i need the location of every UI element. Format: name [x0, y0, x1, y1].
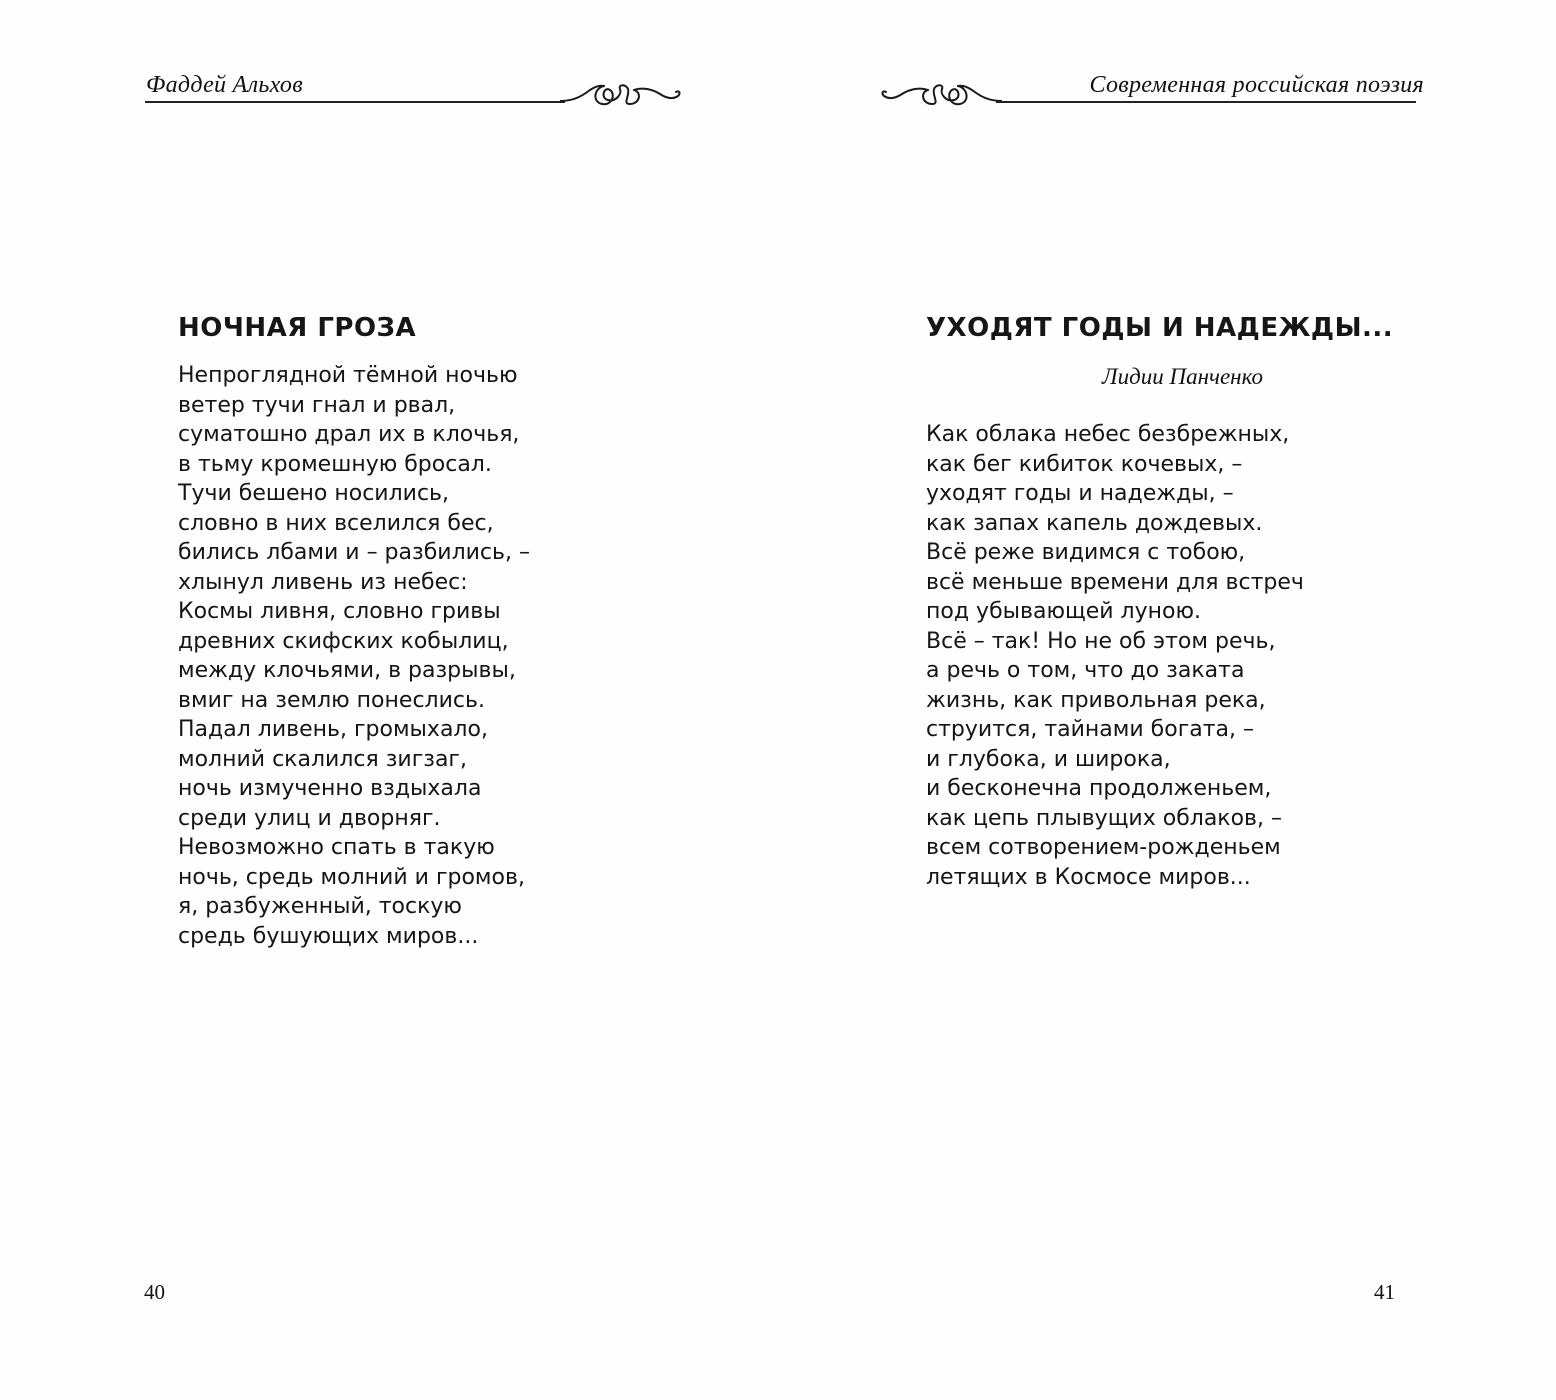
poem-line: Тучи бешено носились,: [178, 481, 450, 506]
poem-line: я, разбуженный, тоскую: [178, 894, 462, 919]
poem-line: Непроглядной тёмной ночью: [178, 363, 518, 388]
poem-body-left: [178, 361, 530, 951]
running-head-author: Фаддей Альхов: [146, 72, 303, 98]
poem-line: ночь измученно вздыхала: [178, 776, 482, 801]
poem-line: среди улиц и дворняг.: [178, 805, 441, 831]
poem-line: Падал ливень, громыхало,: [178, 717, 488, 742]
poem-line: летящих в Космосе миров...: [926, 864, 1251, 890]
poem-line: и глубока, и широка,: [926, 746, 1171, 772]
poem-line: Всё реже видимся с тобою,: [926, 540, 1246, 565]
poem-line: молний скалился зигзаг,: [178, 746, 467, 772]
header-rule: [996, 101, 1416, 103]
poem-line: всё меньше времени для встреч: [926, 569, 1304, 595]
poem-dedication: Лидии Панченко: [1102, 364, 1263, 389]
poem-body-right: [926, 420, 1304, 892]
poem-line: как цепь плывущих облаков, –: [926, 805, 1283, 831]
poem-line: Как облака небес безбрежных,: [926, 422, 1290, 447]
running-head-collection: Современная российская поэзия: [1089, 72, 1424, 98]
poem-line: как бег кибиток кочевых, –: [926, 451, 1243, 477]
poem-line: уходят годы и надежды, –: [926, 481, 1234, 506]
poem-title-right: УХОДЯТ ГОДЫ И НАДЕЖДЫ...: [926, 313, 1394, 344]
flourish-ornament-icon: [560, 80, 684, 120]
poem-line: суматошно драл их в клочья,: [178, 422, 520, 447]
flourish-ornament-icon: [878, 80, 1002, 120]
poem-line: вмиг на землю понеслись.: [178, 687, 485, 713]
poem-line: бились лбами и – разбились, –: [178, 540, 530, 565]
poem-line: словно в них вселился бес,: [178, 510, 494, 536]
poem-line: ночь, средь молний и громов,: [178, 864, 525, 890]
header-rule: [145, 101, 565, 103]
page-number-right: 41: [1374, 1280, 1395, 1304]
poem-line: в тьму кромешную бросал.: [178, 451, 492, 477]
poem-line: Всё – так! Но не об этом речь,: [926, 628, 1276, 654]
poem-line: жизнь, как привольная река,: [926, 687, 1266, 713]
poem-line: хлынул ливень из небес:: [178, 569, 468, 595]
poem-line: как запах капель дождевых.: [926, 510, 1263, 536]
poem-line: всем сотворением-рожденьем: [926, 835, 1281, 860]
poem-line: между клочьями, в разрывы,: [178, 658, 516, 683]
page-number-left: 40: [144, 1280, 165, 1304]
right-page: [778, 0, 1556, 1400]
poem-line: средь бушующих миров...: [178, 923, 479, 949]
poem-line: Невозможно спать в такую: [178, 835, 495, 860]
poem-line: а речь о том, что до заката: [926, 658, 1245, 683]
poem-line: и бесконечна продолженьем,: [926, 776, 1272, 801]
poem-line: Космы ливня, словно гривы: [178, 599, 501, 624]
poem-line: древних скифских кобылиц,: [178, 628, 509, 654]
poem-title-left: НОЧНАЯ ГРОЗА: [178, 313, 417, 344]
poem-line: под убывающей луною.: [926, 599, 1201, 624]
poem-line: струится, тайнами богата, –: [926, 717, 1255, 742]
poem-line: ветер тучи гнал и рвал,: [178, 392, 456, 418]
